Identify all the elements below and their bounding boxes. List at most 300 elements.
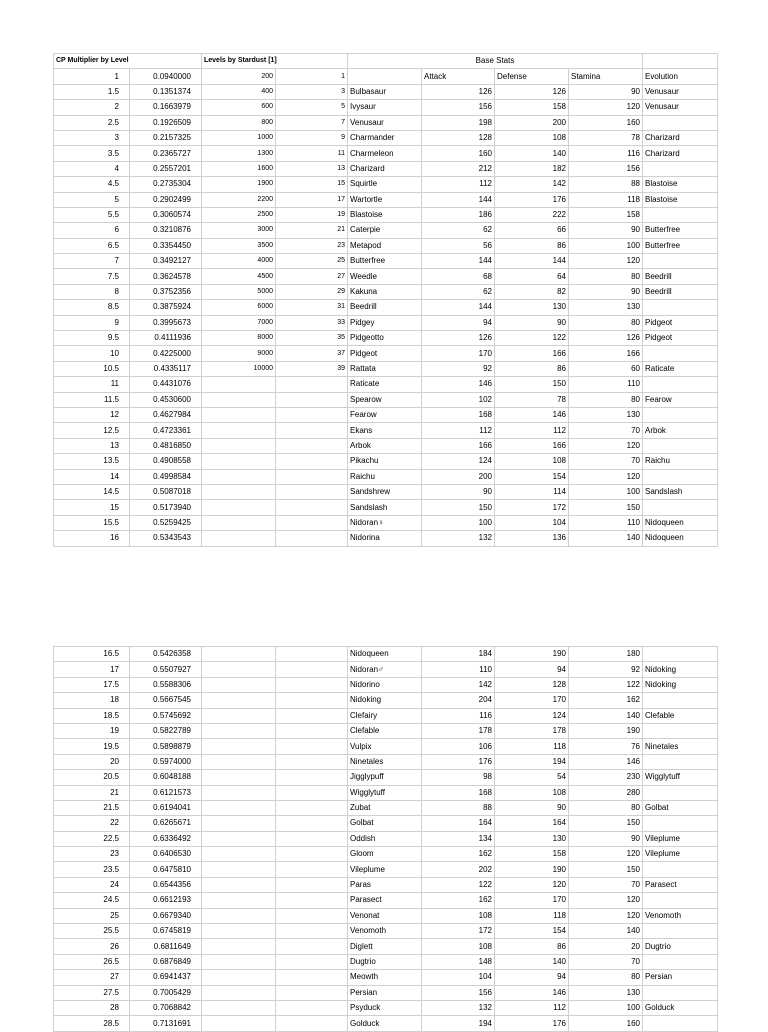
stamina-cell[interactable]: 120 [569,254,643,269]
defense-cell[interactable]: 164 [495,816,569,831]
defense-cell[interactable]: 154 [495,469,569,484]
cp-multiplier-cell[interactable]: 0.6406530 [130,847,202,862]
pokemon-name-cell[interactable] [348,69,422,84]
attack-cell[interactable]: 106 [422,739,495,754]
dex-number-cell[interactable] [276,939,348,954]
pokemon-name-cell[interactable]: Blastoise [348,207,422,222]
dex-number-cell[interactable] [276,770,348,785]
stardust-cell[interactable] [202,407,276,422]
cp-multiplier-cell[interactable]: 0.1926509 [130,115,202,130]
cp-multiplier-cell[interactable]: 0.7131691 [130,1016,202,1031]
cp-multiplier-cell[interactable]: 0.5507927 [130,662,202,677]
dex-number-cell[interactable] [276,954,348,969]
stardust-cell[interactable]: 400 [202,84,276,99]
stardust-cell[interactable] [202,500,276,515]
stardust-cell[interactable] [202,939,276,954]
stamina-cell[interactable]: 280 [569,785,643,800]
attack-cell[interactable]: 144 [422,192,495,207]
stamina-cell[interactable]: 190 [569,723,643,738]
stamina-cell[interactable]: 150 [569,816,643,831]
attack-cell[interactable]: 102 [422,392,495,407]
stamina-cell[interactable]: 140 [569,531,643,546]
cp-multiplier-cell[interactable]: 0.7068842 [130,1000,202,1015]
pokemon-name-cell[interactable]: Venonat [348,908,422,923]
stamina-cell[interactable]: 160 [569,115,643,130]
pokemon-name-cell[interactable]: Persian [348,985,422,1000]
stamina-cell[interactable]: 88 [569,177,643,192]
cp-multiplier-cell[interactable]: 0.6544356 [130,877,202,892]
evolution-cell[interactable]: Venusaur [643,100,718,115]
defense-cell[interactable]: 124 [495,708,569,723]
pokemon-name-cell[interactable]: Golduck [348,1016,422,1031]
cp-multiplier-cell[interactable]: 0.4530600 [130,392,202,407]
cp-multiplier-cell[interactable]: 0.3752356 [130,284,202,299]
level-cell[interactable]: 21 [54,785,130,800]
stardust-header[interactable]: Levels by Stardust [1] [202,54,348,69]
attack-cell[interactable]: 108 [422,939,495,954]
stardust-cell[interactable] [202,754,276,769]
defense-cell[interactable]: 176 [495,1016,569,1031]
level-cell[interactable]: 23.5 [54,862,130,877]
pokemon-name-cell[interactable]: Nidoqueen [348,647,422,662]
evolution-cell[interactable]: Butterfree [643,238,718,253]
stardust-cell[interactable] [202,985,276,1000]
stardust-cell[interactable] [202,924,276,939]
evolution-cell[interactable] [643,647,718,662]
defense-cell[interactable]: 66 [495,223,569,238]
cp-multiplier-cell[interactable]: 0.6941437 [130,970,202,985]
pokemon-name-cell[interactable]: Nidorino [348,677,422,692]
cp-multiplier-cell[interactable]: 0.6194041 [130,800,202,815]
evolution-cell[interactable] [643,893,718,908]
pokemon-name-cell[interactable]: Weedle [348,269,422,284]
stardust-cell[interactable] [202,515,276,530]
level-cell[interactable]: 5.5 [54,207,130,222]
level-cell[interactable]: 28.5 [54,1016,130,1031]
level-cell[interactable]: 15.5 [54,515,130,530]
pokemon-name-cell[interactable]: Fearow [348,407,422,422]
attack-cell[interactable]: 164 [422,816,495,831]
stamina-cell[interactable]: 146 [569,754,643,769]
stardust-cell[interactable]: 8000 [202,331,276,346]
dex-number-cell[interactable]: 23 [276,238,348,253]
evolution-cell[interactable] [643,407,718,422]
stardust-cell[interactable] [202,484,276,499]
pokemon-name-cell[interactable]: Bulbasaur [348,84,422,99]
stamina-cell[interactable]: 20 [569,939,643,954]
stamina-cell[interactable]: 70 [569,877,643,892]
stardust-cell[interactable] [202,970,276,985]
defense-cell[interactable]: 200 [495,115,569,130]
evolution-cell[interactable]: Charizard [643,146,718,161]
dex-number-cell[interactable] [276,693,348,708]
defense-cell[interactable]: 142 [495,177,569,192]
blank-header-cell[interactable] [643,54,718,69]
defense-cell[interactable]: 82 [495,284,569,299]
stardust-cell[interactable]: 7000 [202,315,276,330]
stardust-cell[interactable]: 3000 [202,223,276,238]
attack-cell[interactable]: 132 [422,1000,495,1015]
pokemon-name-cell[interactable]: Parasect [348,893,422,908]
stamina-cell[interactable]: 130 [569,300,643,315]
stamina-cell[interactable]: 150 [569,500,643,515]
dex-number-cell[interactable] [276,454,348,469]
attack-cell[interactable]: 98 [422,770,495,785]
pokemon-name-cell[interactable]: Kakuna [348,284,422,299]
stardust-cell[interactable]: 1900 [202,177,276,192]
stardust-cell[interactable] [202,723,276,738]
cp-multiplier-cell[interactable]: 0.6745819 [130,924,202,939]
evolution-cell[interactable]: Ninetales [643,739,718,754]
stamina-cell[interactable]: 130 [569,407,643,422]
defense-cell[interactable]: 130 [495,300,569,315]
attack-cell[interactable]: 90 [422,484,495,499]
stardust-cell[interactable]: 3500 [202,238,276,253]
level-cell[interactable]: 4 [54,161,130,176]
level-cell[interactable]: 24 [54,877,130,892]
pokemon-name-cell[interactable]: Raichu [348,469,422,484]
stamina-cell[interactable]: 100 [569,1000,643,1015]
stardust-cell[interactable] [202,677,276,692]
stamina-cell[interactable]: 120 [569,847,643,862]
evolution-cell[interactable]: Golbat [643,800,718,815]
pokemon-name-cell[interactable]: Jigglypuff [348,770,422,785]
level-cell[interactable]: 27.5 [54,985,130,1000]
evolution-cell[interactable] [643,816,718,831]
stardust-cell[interactable]: 1600 [202,161,276,176]
pokemon-name-cell[interactable]: Metapod [348,238,422,253]
stamina-cell[interactable]: 110 [569,377,643,392]
cp-multiplier-cell[interactable]: 0.5343543 [130,531,202,546]
pokemon-name-cell[interactable]: Clefairy [348,708,422,723]
stamina-cell[interactable]: 90 [569,831,643,846]
evolution-cell[interactable]: Raticate [643,361,718,376]
dex-number-cell[interactable] [276,785,348,800]
stamina-cell[interactable]: 120 [569,908,643,923]
dex-number-cell[interactable]: 33 [276,315,348,330]
level-cell[interactable]: 27 [54,970,130,985]
evolution-cell[interactable] [643,723,718,738]
cp-multiplier-cell[interactable]: 0.4723361 [130,423,202,438]
stardust-cell[interactable] [202,800,276,815]
stamina-cell[interactable]: 70 [569,954,643,969]
cp-multiplier-cell[interactable]: 0.3492127 [130,254,202,269]
stamina-cell[interactable]: 76 [569,739,643,754]
attack-cell[interactable]: 108 [422,908,495,923]
level-cell[interactable]: 2.5 [54,115,130,130]
cp-multiplier-cell[interactable]: 0.2157325 [130,130,202,145]
evolution-cell[interactable]: Venusaur [643,84,718,99]
level-cell[interactable]: 4.5 [54,177,130,192]
defense-cell[interactable]: 108 [495,130,569,145]
evolution-cell[interactable] [643,924,718,939]
level-cell[interactable]: 28 [54,1000,130,1015]
dex-number-cell[interactable]: 3 [276,84,348,99]
attack-cell[interactable]: 88 [422,800,495,815]
level-cell[interactable]: 7.5 [54,269,130,284]
cp-multiplier-cell[interactable]: 0.4111936 [130,331,202,346]
stardust-cell[interactable] [202,531,276,546]
evolution-cell[interactable] [643,500,718,515]
evolution-cell[interactable]: Fearow [643,392,718,407]
defense-cell[interactable]: 94 [495,970,569,985]
defense-cell[interactable]: 178 [495,723,569,738]
defense-cell[interactable]: 136 [495,531,569,546]
pokemon-name-cell[interactable]: Wartortle [348,192,422,207]
attack-cell[interactable]: 168 [422,785,495,800]
dex-number-cell[interactable] [276,531,348,546]
stardust-cell[interactable] [202,893,276,908]
dex-number-cell[interactable] [276,862,348,877]
level-cell[interactable]: 24.5 [54,893,130,908]
evolution-cell[interactable] [643,207,718,222]
cp-multiplier-cell[interactable]: 0.2735304 [130,177,202,192]
defense-cell[interactable]: 86 [495,238,569,253]
evolution-cell[interactable]: Charizard [643,130,718,145]
evolution-cell[interactable]: Persian [643,970,718,985]
cp-multiplier-cell[interactable]: 0.6336492 [130,831,202,846]
level-cell[interactable]: 20 [54,754,130,769]
cp-multiplier-cell[interactable]: 0.2902499 [130,192,202,207]
defense-cell[interactable]: 126 [495,84,569,99]
attack-column-header[interactable]: Attack [422,69,495,84]
defense-cell[interactable]: 78 [495,392,569,407]
defense-cell[interactable]: 176 [495,192,569,207]
level-cell[interactable]: 15 [54,500,130,515]
level-cell[interactable]: 23 [54,847,130,862]
stardust-cell[interactable] [202,454,276,469]
dex-number-cell[interactable] [276,392,348,407]
defense-cell[interactable]: 190 [495,647,569,662]
stamina-cell[interactable]: 140 [569,708,643,723]
pokemon-name-cell[interactable]: Charizard [348,161,422,176]
stardust-cell[interactable] [202,908,276,923]
evolution-cell[interactable] [643,115,718,130]
defense-cell[interactable]: 108 [495,785,569,800]
cp-multiplier-cell[interactable]: 0.4998584 [130,469,202,484]
cp-multiplier-cell[interactable]: 0.3624578 [130,269,202,284]
evolution-cell[interactable] [643,438,718,453]
attack-cell[interactable]: 94 [422,315,495,330]
attack-cell[interactable]: 176 [422,754,495,769]
level-cell[interactable]: 18 [54,693,130,708]
evolution-column-header[interactable]: Evolution [643,69,718,84]
level-cell[interactable]: 1.5 [54,84,130,99]
dex-number-cell[interactable] [276,647,348,662]
defense-cell[interactable]: 150 [495,377,569,392]
cp-multiplier-cell[interactable]: 0.5259425 [130,515,202,530]
stamina-cell[interactable]: 120 [569,469,643,484]
defense-cell[interactable]: 112 [495,1000,569,1015]
stardust-cell[interactable]: 4500 [202,269,276,284]
pokemon-name-cell[interactable]: Paras [348,877,422,892]
dex-number-cell[interactable]: 27 [276,269,348,284]
evolution-cell[interactable]: Clefable [643,708,718,723]
stamina-cell[interactable]: 92 [569,662,643,677]
cp-multiplier-cell[interactable]: 0.6048188 [130,770,202,785]
defense-cell[interactable]: 104 [495,515,569,530]
stardust-cell[interactable]: 6000 [202,300,276,315]
defense-cell[interactable]: 54 [495,770,569,785]
level-cell[interactable]: 16 [54,531,130,546]
cp-multiplier-cell[interactable]: 0.4431076 [130,377,202,392]
evolution-cell[interactable] [643,862,718,877]
evolution-cell[interactable] [643,300,718,315]
level-cell[interactable]: 11 [54,377,130,392]
pokemon-name-cell[interactable]: Arbok [348,438,422,453]
stardust-cell[interactable] [202,392,276,407]
cp-multiplier-cell[interactable]: 0.3875924 [130,300,202,315]
stamina-cell[interactable]: 80 [569,970,643,985]
stamina-cell[interactable]: 80 [569,269,643,284]
pokemon-name-cell[interactable]: Diglett [348,939,422,954]
pokemon-name-cell[interactable]: Raticate [348,377,422,392]
dex-number-cell[interactable] [276,723,348,738]
stardust-cell[interactable] [202,954,276,969]
dex-number-cell[interactable] [276,438,348,453]
evolution-cell[interactable]: Dugtrio [643,939,718,954]
attack-cell[interactable]: 178 [422,723,495,738]
stamina-cell[interactable]: 90 [569,223,643,238]
level-cell[interactable]: 10 [54,346,130,361]
stamina-cell[interactable]: 122 [569,677,643,692]
attack-cell[interactable]: 62 [422,284,495,299]
defense-cell[interactable]: 146 [495,407,569,422]
dex-number-cell[interactable] [276,816,348,831]
defense-cell[interactable]: 158 [495,847,569,862]
dex-number-cell[interactable] [276,877,348,892]
evolution-cell[interactable]: Pidgeot [643,315,718,330]
level-cell[interactable]: 19.5 [54,739,130,754]
defense-column-header[interactable]: Defense [495,69,569,84]
defense-cell[interactable]: 190 [495,862,569,877]
evolution-cell[interactable]: Venomoth [643,908,718,923]
attack-cell[interactable]: 170 [422,346,495,361]
evolution-cell[interactable]: Beedrill [643,269,718,284]
cp-multiplier-cell[interactable]: 0.6475810 [130,862,202,877]
evolution-cell[interactable]: Raichu [643,454,718,469]
attack-cell[interactable]: 142 [422,677,495,692]
pokemon-name-cell[interactable]: Golbat [348,816,422,831]
defense-cell[interactable]: 146 [495,985,569,1000]
cp-multiplier-cell[interactable]: 0.4816850 [130,438,202,453]
pokemon-name-cell[interactable]: Nidorina [348,531,422,546]
stardust-cell[interactable] [202,438,276,453]
level-cell[interactable]: 19 [54,723,130,738]
dex-number-cell[interactable] [276,831,348,846]
pokemon-name-cell[interactable]: Psyduck [348,1000,422,1015]
dex-number-cell[interactable]: 29 [276,284,348,299]
cp-multiplier-cell[interactable]: 0.4225000 [130,346,202,361]
stamina-cell[interactable]: 60 [569,361,643,376]
evolution-cell[interactable]: Vileplume [643,847,718,862]
stamina-cell[interactable]: 150 [569,862,643,877]
evolution-cell[interactable] [643,377,718,392]
cp-multiplier-cell[interactable]: 0.5426358 [130,647,202,662]
stardust-cell[interactable] [202,831,276,846]
stamina-cell[interactable]: 100 [569,484,643,499]
dex-number-cell[interactable]: 13 [276,161,348,176]
cp-multiplier-cell[interactable]: 0.4335117 [130,361,202,376]
stamina-cell[interactable]: 110 [569,515,643,530]
pokemon-name-cell[interactable]: Squirtle [348,177,422,192]
attack-cell[interactable]: 184 [422,647,495,662]
attack-cell[interactable]: 194 [422,1016,495,1031]
evolution-cell[interactable]: Butterfree [643,223,718,238]
evolution-cell[interactable] [643,954,718,969]
pokemon-name-cell[interactable]: Sandshrew [348,484,422,499]
attack-cell[interactable]: 144 [422,300,495,315]
evolution-cell[interactable]: Nidoqueen [643,515,718,530]
stamina-cell[interactable]: 120 [569,100,643,115]
cp-multiplier-cell[interactable]: 0.3995673 [130,315,202,330]
dex-number-cell[interactable]: 5 [276,100,348,115]
defense-cell[interactable]: 222 [495,207,569,222]
dex-number-cell[interactable]: 25 [276,254,348,269]
attack-cell[interactable]: 104 [422,970,495,985]
attack-cell[interactable]: 172 [422,924,495,939]
defense-cell[interactable]: 114 [495,484,569,499]
level-cell[interactable]: 10.5 [54,361,130,376]
level-cell[interactable]: 8 [54,284,130,299]
stardust-cell[interactable] [202,785,276,800]
level-cell[interactable]: 11.5 [54,392,130,407]
dex-number-cell[interactable] [276,484,348,499]
evolution-cell[interactable]: Wigglytuff [643,770,718,785]
level-cell[interactable]: 26.5 [54,954,130,969]
dex-number-cell[interactable]: 31 [276,300,348,315]
stardust-cell[interactable] [202,423,276,438]
stardust-cell[interactable] [202,647,276,662]
defense-cell[interactable]: 182 [495,161,569,176]
defense-cell[interactable]: 120 [495,877,569,892]
pokemon-name-cell[interactable]: Vileplume [348,862,422,877]
dex-number-cell[interactable]: 37 [276,346,348,361]
stardust-cell[interactable]: 9000 [202,346,276,361]
evolution-cell[interactable] [643,469,718,484]
attack-cell[interactable]: 156 [422,100,495,115]
dex-number-cell[interactable] [276,893,348,908]
pokemon-name-cell[interactable]: Venusaur [348,115,422,130]
stamina-column-header[interactable]: Stamina [569,69,643,84]
attack-cell[interactable]: 146 [422,377,495,392]
level-cell[interactable]: 12 [54,407,130,422]
pokemon-name-cell[interactable]: Oddish [348,831,422,846]
level-cell[interactable]: 2 [54,100,130,115]
attack-cell[interactable]: 204 [422,693,495,708]
cp-multiplier-cell[interactable]: 0.1351374 [130,84,202,99]
cp-multiplier-cell[interactable]: 0.4627984 [130,407,202,422]
stardust-cell[interactable]: 200 [202,69,276,84]
stardust-cell[interactable]: 4000 [202,254,276,269]
stamina-cell[interactable]: 162 [569,693,643,708]
evolution-cell[interactable] [643,985,718,1000]
dex-number-cell[interactable] [276,908,348,923]
stardust-cell[interactable]: 2500 [202,207,276,222]
level-cell[interactable]: 16.5 [54,647,130,662]
level-cell[interactable]: 18.5 [54,708,130,723]
level-cell[interactable]: 9.5 [54,331,130,346]
stardust-cell[interactable]: 800 [202,115,276,130]
attack-cell[interactable]: 110 [422,662,495,677]
pokemon-name-cell[interactable]: Dugtrio [348,954,422,969]
dex-number-cell[interactable] [276,662,348,677]
cp-multiplier-cell[interactable]: 0.3060574 [130,207,202,222]
pokemon-name-cell[interactable]: Ninetales [348,754,422,769]
evolution-cell[interactable]: Vileplume [643,831,718,846]
cp-multiplier-cell[interactable]: 0.5087018 [130,484,202,499]
stamina-cell[interactable]: 180 [569,647,643,662]
